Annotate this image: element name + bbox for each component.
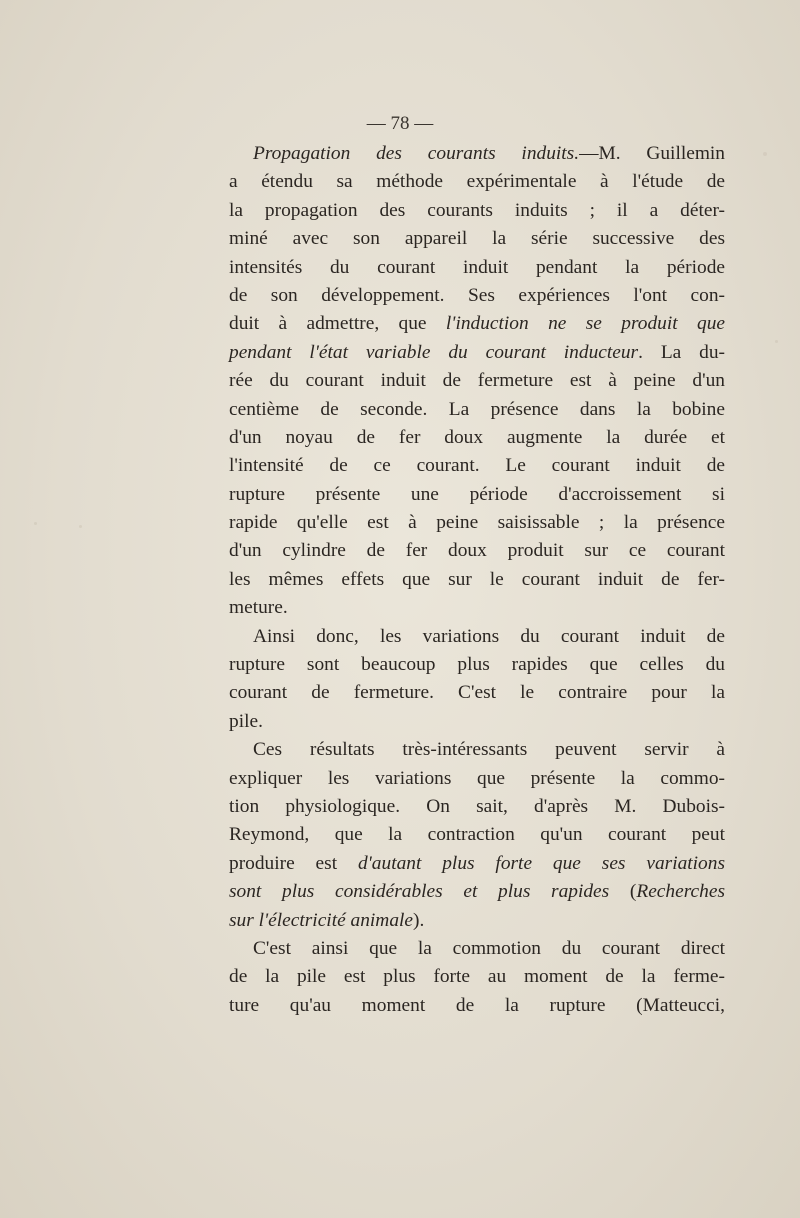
text-line: Propagation des courants induits.—M. Guillemin: [253, 143, 725, 164]
body-text: [229, 140, 725, 1020]
text-line: rupture présente une période d'accroissement si: [229, 483, 725, 505]
text-line: ture qu'au moment de la rupture (Matteucci,: [229, 994, 725, 1016]
paper-speck: [775, 340, 778, 343]
text-line: l'intensité de ce courant. Le courant induit de: [229, 455, 725, 477]
text-line: produire est d'autant plus forte que ses variations: [229, 852, 725, 874]
text-line: de son développement. Ses expériences l'ont con-: [229, 284, 725, 306]
text-line: pile.: [229, 710, 263, 732]
text-line: sont plus considérables et plus rapides (Recherches: [229, 881, 725, 903]
text-line: Ainsi donc, les variations du courant induit de: [253, 625, 725, 647]
text-line: de la pile est plus forte au moment de la ferme-: [229, 966, 725, 988]
text-line: d'un cylindre de fer doux produit sur ce courant: [229, 540, 725, 562]
paper-speck: [79, 525, 82, 528]
paper-speck: [34, 522, 37, 525]
text-line: C'est ainsi que la commotion du courant direct: [253, 937, 725, 959]
text-line: meture.: [229, 597, 288, 619]
text-line: rapide qu'elle est à peine saisissable ; la présence: [229, 512, 725, 534]
text-line: sur l'électricité animale).: [229, 909, 425, 931]
paper-speck: [763, 152, 767, 156]
text-line: intensités du courant induit pendant la période: [229, 256, 725, 278]
text-line: pendant l'état variable du courant inducteur. La du-: [229, 341, 726, 363]
text-line: tion physiologique. On sait, d'après M. Dubois-: [229, 795, 725, 817]
text-line: courant de fermeture. C'est le contraire pour la: [229, 682, 725, 704]
text-line: a étendu sa méthode expérimentale à l'étude de: [229, 171, 725, 193]
text-line: centième de seconde. La présence dans la bobine: [229, 398, 725, 420]
text-line: expliquer les variations que présente la commo-: [229, 767, 725, 789]
page-number: — 78 —: [366, 113, 434, 134]
text-line: Reymond, que la contraction qu'un courant peut: [229, 824, 725, 846]
text-line: d'un noyau de fer doux augmente la durée et: [229, 426, 725, 448]
text-line: la propagation des courants induits ; il a déter-: [229, 199, 725, 221]
text-line: rupture sont beaucoup plus rapides que celles du: [229, 654, 725, 676]
text-line: rée du courant induit de fermeture est à peine d'un: [229, 370, 725, 392]
text-line: les mêmes effets que sur le courant induit de fer-: [229, 568, 725, 590]
text-line: miné avec son appareil la série successive des: [229, 228, 725, 250]
text-line: duit à admettre, que l'induction ne se produit que: [229, 313, 725, 335]
text-line: Ces résultats très-intéressants peuvent servir à: [253, 739, 725, 761]
